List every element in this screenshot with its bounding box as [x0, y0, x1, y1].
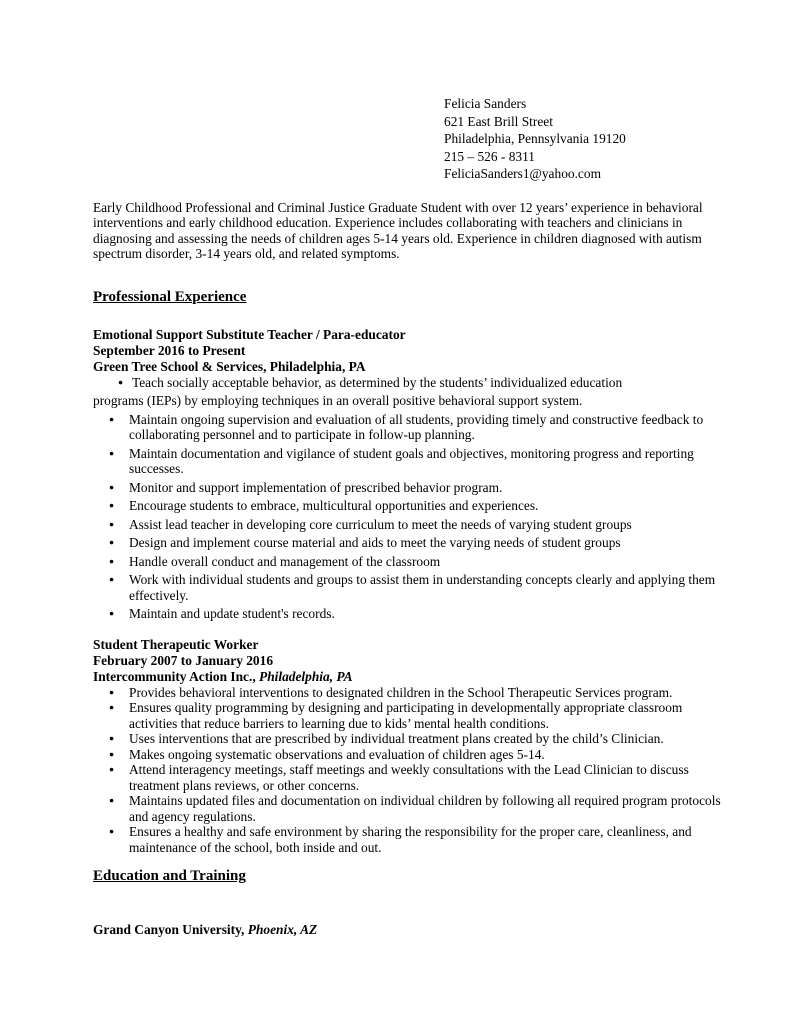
- bullet-item: [93, 793, 725, 824]
- bullet-text: Monitor and support implementation of prescribed behavior program.: [129, 479, 503, 495]
- bullet-text: Assist lead teacher in developing core curriculum to meet the needs of varying student groups: [129, 516, 632, 532]
- bullet-text: Maintain ongoing supervision and evaluation of all students, providing timely and constructive feedback to collaborating personnel and to participate in follow-up planning.: [129, 411, 704, 442]
- bullet-text: Ensures quality programming by designing and participating in developmentally appropriate classroom activities that reduce barriers to learning due to kids’ mental health conditions.: [129, 700, 683, 731]
- bullet-icon: ●: [109, 686, 115, 697]
- bullet-text: Attend interagency meetings, staff meetings and weekly consultations with the Lead Clinician to discuss treatment plans reviews, or other concerns.: [129, 762, 689, 793]
- education-school-name: Grand Canyon University,: [93, 922, 245, 937]
- bullet-text: Design and implement course material and aids to meet the varying needs of student groups: [129, 535, 621, 550]
- section-heading-professional-experience: Professional Experience: [93, 288, 247, 305]
- job-company: [93, 669, 725, 685]
- bullet-continuation-text: programs (IEPs) by employing techniques in an overall positive behavioral support system.: [93, 393, 583, 408]
- bullet-item: [93, 747, 725, 763]
- bullet-item: [93, 824, 725, 855]
- job-title: Emotional Support Substitute Teacher / Para-educator: [93, 326, 406, 342]
- job-company-name: Intercommunity Action Inc.,: [93, 668, 256, 684]
- bullet-text: Handle overall conduct and management of the classroom: [129, 553, 441, 569]
- bullet-item: [93, 606, 725, 622]
- bullet-item: [93, 375, 725, 391]
- bullet-icon: ●: [109, 764, 115, 774]
- job-entry-2: [93, 637, 725, 856]
- summary-paragraph: Early Childhood Professional and Criminal Justice Graduate Student with over 12 years’ experience in behavioral interventions and early childhood education. Experience includes collaborating with teachers and clinicians in diagnosing and assessing the needs of children ages 5-14 years old. Experience in children diagnosed with autism spectrum disorder, 3-14 years old, and related symptoms.: [93, 199, 703, 261]
- bullet-text: Encourage students to embrace, multicultural opportunities and experiences.: [129, 498, 539, 513]
- contact-city-state-zip: Philadelphia, Pennsylvania 19120: [444, 131, 626, 146]
- bullet-item: [93, 700, 725, 731]
- bullet-item: [93, 731, 725, 747]
- contact-email: FeliciaSanders1@yahoo.com: [444, 166, 601, 181]
- job-title: Student Therapeutic Worker: [93, 636, 259, 652]
- bullet-icon: ●: [109, 608, 115, 618]
- bullet-text: Uses interventions that are prescribed by individual treatment plans created by the child’s Clinician.: [129, 731, 664, 746]
- bullet-icon: ●: [109, 555, 115, 566]
- bullet-item: [93, 412, 725, 443]
- bullet-text: Work with individual students and groups to assist them in understanding concepts clearly and applying them effectively.: [129, 572, 716, 603]
- bullet-text: Maintain and update student's records.: [129, 606, 335, 621]
- job-dates: September 2016 to Present: [93, 342, 246, 358]
- bullet-item: [93, 572, 725, 603]
- bullet-text: Ensures a healthy and safe environment by sharing the responsibility for the proper care, cleanliness, and maintenance of the school, both inside and out.: [129, 824, 692, 855]
- bullet-item: [93, 685, 725, 701]
- bullet-icon: ●: [109, 733, 115, 743]
- contact-street: 621 East Brill Street: [444, 113, 553, 129]
- bullet-icon: ●: [109, 574, 115, 584]
- bullet-icon: ●: [109, 748, 115, 759]
- bullet-icon: ●: [109, 795, 115, 805]
- job-company-location: Philadelphia, PA: [259, 668, 353, 684]
- contact-name: Felicia Sanders: [444, 96, 527, 111]
- job-dates: February 2007 to January 2016: [93, 652, 274, 668]
- bullet-icon: ●: [109, 447, 115, 458]
- bullet-item: [93, 446, 725, 477]
- bullet-text: Teach socially acceptable behavior, as determined by the students’ individualized education: [132, 374, 623, 390]
- bullet-item: [93, 554, 725, 570]
- contact-phone: 215 – 526 - 8311: [444, 148, 536, 164]
- section-heading-education: Education and Training: [93, 868, 246, 884]
- bullet-text: Makes ongoing systematic observations and evaluation of children ages 5-14.: [129, 746, 545, 762]
- bullet-item: [93, 498, 725, 514]
- bullet-icon: ●: [109, 500, 115, 510]
- bullet-icon: ●: [109, 518, 115, 529]
- bullet-text: Maintains updated files and documentation on individual children by following all required program protocols and agency regulations.: [129, 793, 721, 824]
- bullet-icon: ●: [109, 481, 115, 492]
- job-entry-1: [93, 327, 725, 622]
- bullet-item: [93, 517, 725, 533]
- bullet-item: [93, 762, 725, 793]
- education-location: Phoenix, AZ: [247, 922, 318, 937]
- contact-block: [444, 95, 725, 183]
- bullet-icon: ●: [109, 537, 115, 547]
- bullet-item: [93, 480, 725, 496]
- bullet-icon: ●: [109, 702, 115, 712]
- bullet-icon: ●: [109, 826, 115, 836]
- education-school-line: [93, 922, 725, 938]
- bullet-icon: ●: [109, 413, 115, 424]
- job-company: Green Tree School & Services, Philadelphia, PA: [93, 358, 366, 374]
- bullet-text: Provides behavioral interventions to designated children in the School Therapeutic Services program.: [129, 684, 673, 700]
- bullet-text: Maintain documentation and vigilance of student goals and objectives, monitoring progress and reporting successes.: [129, 445, 694, 476]
- bullet-icon: ●: [118, 376, 124, 387]
- bullet-item: [93, 535, 725, 551]
